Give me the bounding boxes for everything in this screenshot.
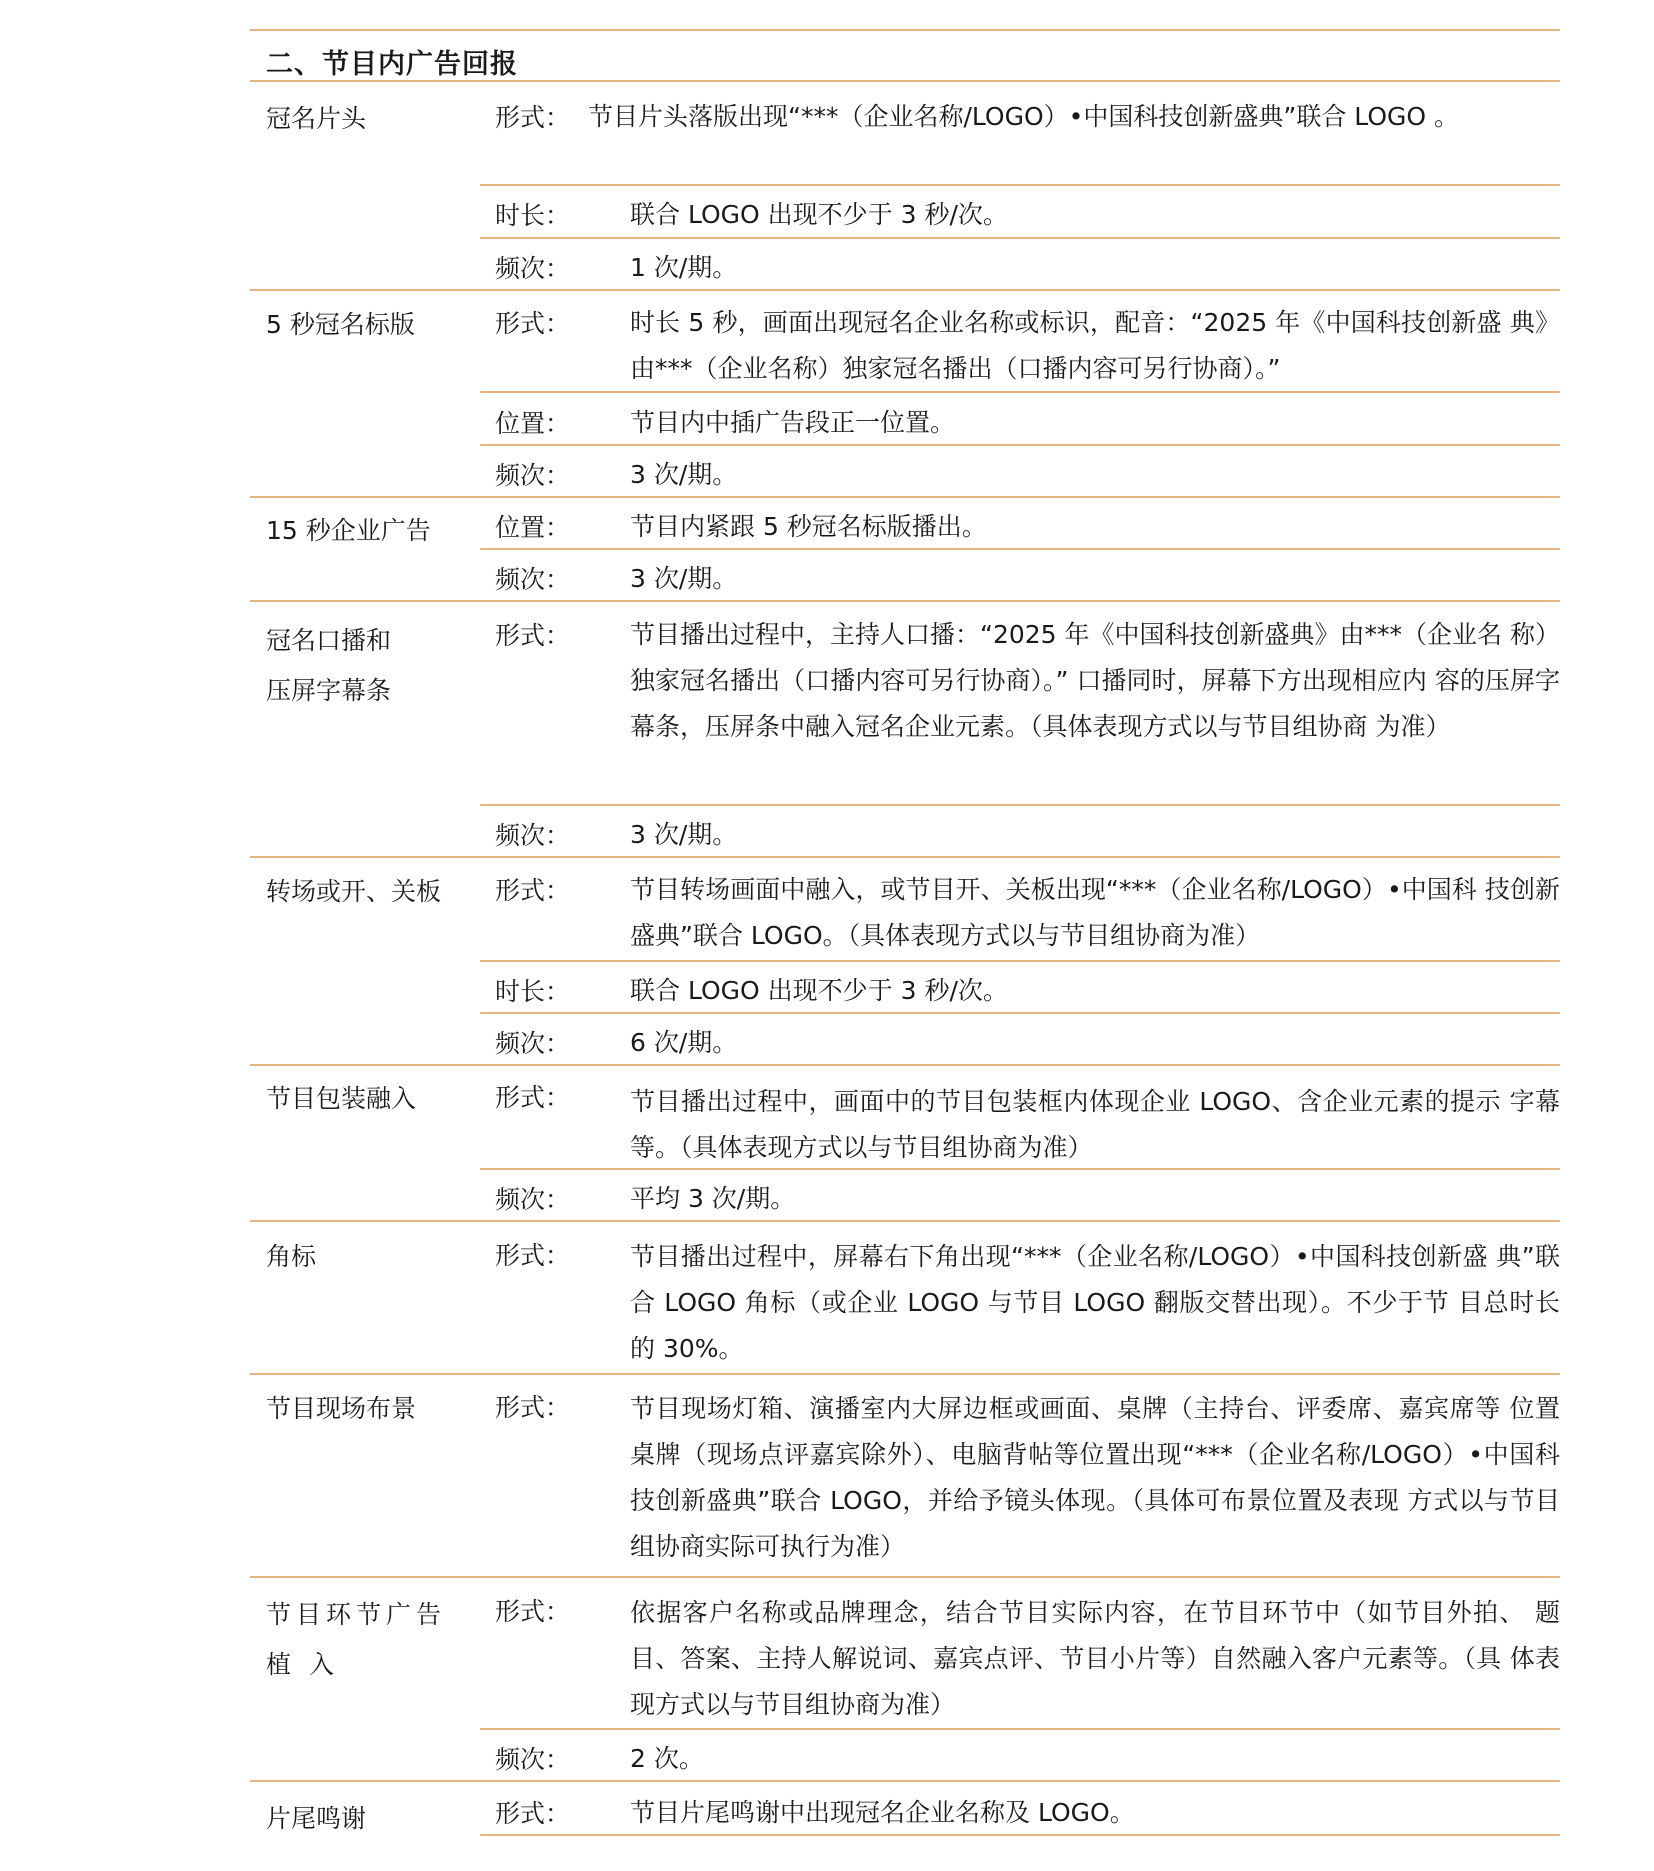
item-label: 形式： (495, 876, 571, 905)
item-text: 节目片尾鸣谢中出现冠名企业名称及 LOGO。 (630, 1798, 1135, 1827)
rule-line (250, 80, 1560, 82)
item-text: 节目播出过程中，画面中的节目包装框内体现企业 LOGO、含企业元素的提示 字幕等。（具体表现方式以与节目组协商为准） (630, 1087, 1560, 1162)
item-text: 联合 LOGO 出现不少于 3 秒/次。 (630, 976, 1008, 1005)
item-label: 形式： (495, 309, 571, 338)
category-label: 片尾鸣谢 (266, 1804, 367, 1833)
category-label: 节目现场布景 (266, 1394, 417, 1423)
category-label: 节目包装融入 (266, 1084, 417, 1113)
item-label: 形式： (495, 1083, 571, 1112)
category-label: 5 秒冠名标版 (266, 310, 415, 339)
rule-line (480, 1834, 1560, 1836)
item-text: 节目转场画面中融入，或节目开、关板出现“***（企业名称/LOGO）•中国科 技创新盛典”联合 LOGO。（具体表现方式以与节目组协商为准） (630, 875, 1560, 950)
rule-line (480, 391, 1560, 393)
rule-line (480, 184, 1560, 186)
item-text: 节目片头落版出现“***（企业名称/LOGO）•中国科技创新盛典”联合 LOGO 。 (588, 102, 1459, 131)
rule-line (250, 856, 1560, 858)
item-label: 频次： (495, 461, 571, 490)
item-text: 3 次/期。 (630, 564, 738, 593)
item-label: 位置： (495, 513, 571, 542)
category-label: 转场或开、关板 (266, 877, 442, 906)
item-label: 形式： (495, 621, 571, 650)
rule-line (250, 289, 1560, 291)
item-label: 频次： (495, 821, 571, 850)
item-text: 节目播出过程中，屏幕右下角出现“***（企业名称/LOGO）•中国科技创新盛 典”联合 LOGO 角标（或企业 LOGO 与节目 LOGO 翻版交替出现）。不少于节 目总时长的 30%。 (630, 1242, 1560, 1363)
rule-line (250, 1220, 1560, 1222)
section-title: 二、节目内广告回报 (266, 49, 518, 80)
category-label: 冠名片头 (266, 104, 367, 133)
item-label: 频次： (495, 1029, 571, 1058)
rule-line (480, 804, 1560, 806)
item-label: 形式： (495, 1799, 571, 1828)
category-label: 角标 (266, 1242, 317, 1271)
item-text: 节目现场灯箱、演播室内大屏边框或画面、桌牌（主持台、评委席、嘉宾席等 位置桌牌（现场点评嘉宾除外）、电脑背帖等位置出现“***（企业名称/LOGO）•中国科技创新盛典”联合 LOGO，并给予镜头体现。（具体可布景位置及表现 方式以与节目组协商实际可执行为准） (630, 1394, 1560, 1561)
item-text: 平均 3 次/期。 (630, 1184, 796, 1213)
rule-line (480, 1168, 1560, 1170)
item-label: 位置： (495, 409, 571, 438)
item-label: 时长： (495, 201, 571, 230)
rule-line (480, 1012, 1560, 1014)
item-text: 3 次/期。 (630, 460, 738, 489)
rule-line (480, 237, 1560, 239)
category-label: 15 秒企业广告 (266, 516, 431, 545)
rule-line (250, 29, 1560, 31)
item-text: 1 次/期。 (630, 253, 738, 282)
item-text: 3 次/期。 (630, 820, 738, 849)
item-text: 依据客户名称或品牌理念，结合节目实际内容，在节目环节中（如节目外拍、 题目、答案、主持人解说词、嘉宾点评、节目小片等）自然融入客户元素等。（具 体表现方式以与节目组协商为准） (630, 1598, 1560, 1719)
item-text: 节目播出过程中，主持人口播：“2025 年《中国科技创新盛典》由***（企业名 称）独家冠名播出（口播内容可另行协商）。” 口播同时，屏幕下方出现相应内 容的压屏字幕条，压屏条中融入冠名企业元素。（具体表现方式以与节目组协商 为准） (630, 620, 1560, 741)
rule-line (250, 1780, 1560, 1782)
item-label: 形式： (495, 103, 571, 132)
item-label: 形式： (495, 1597, 571, 1626)
item-label: 形式： (495, 1393, 571, 1422)
rule-line (250, 496, 1560, 498)
rule-line (250, 1576, 1560, 1578)
item-label: 频次： (495, 565, 571, 594)
category-label: 节目环节广告植 入 (266, 1600, 447, 1679)
rule-line (480, 444, 1560, 446)
item-label: 形式： (495, 1241, 571, 1270)
item-text: 联合 LOGO 出现不少于 3 秒/次。 (630, 200, 1008, 229)
item-text: 时长 5 秒，画面出现冠名企业名称或标识，配音：“2025 年《中国科技创新盛 典》由***（企业名称）独家冠名播出（口播内容可另行协商）。” (630, 308, 1560, 383)
rule-line (250, 600, 1560, 602)
category-label: 冠名口播和 压屏字幕条 (266, 626, 392, 705)
rule-line (250, 1064, 1560, 1066)
rule-line (250, 1373, 1560, 1375)
document-page (250, 0, 1560, 1871)
item-text: 节目内紧跟 5 秒冠名标版播出。 (630, 512, 987, 541)
item-text: 6 次/期。 (630, 1028, 738, 1057)
item-label: 频次： (495, 1185, 571, 1214)
rule-line (480, 548, 1560, 550)
item-label: 时长： (495, 977, 571, 1006)
item-text: 2 次。 (630, 1744, 704, 1773)
rule-line (480, 960, 1560, 962)
rule-line (480, 1728, 1560, 1730)
item-text: 节目内中插广告段正一位置。 (630, 408, 956, 437)
item-label: 频次： (495, 1745, 571, 1774)
item-label: 频次： (495, 254, 571, 283)
